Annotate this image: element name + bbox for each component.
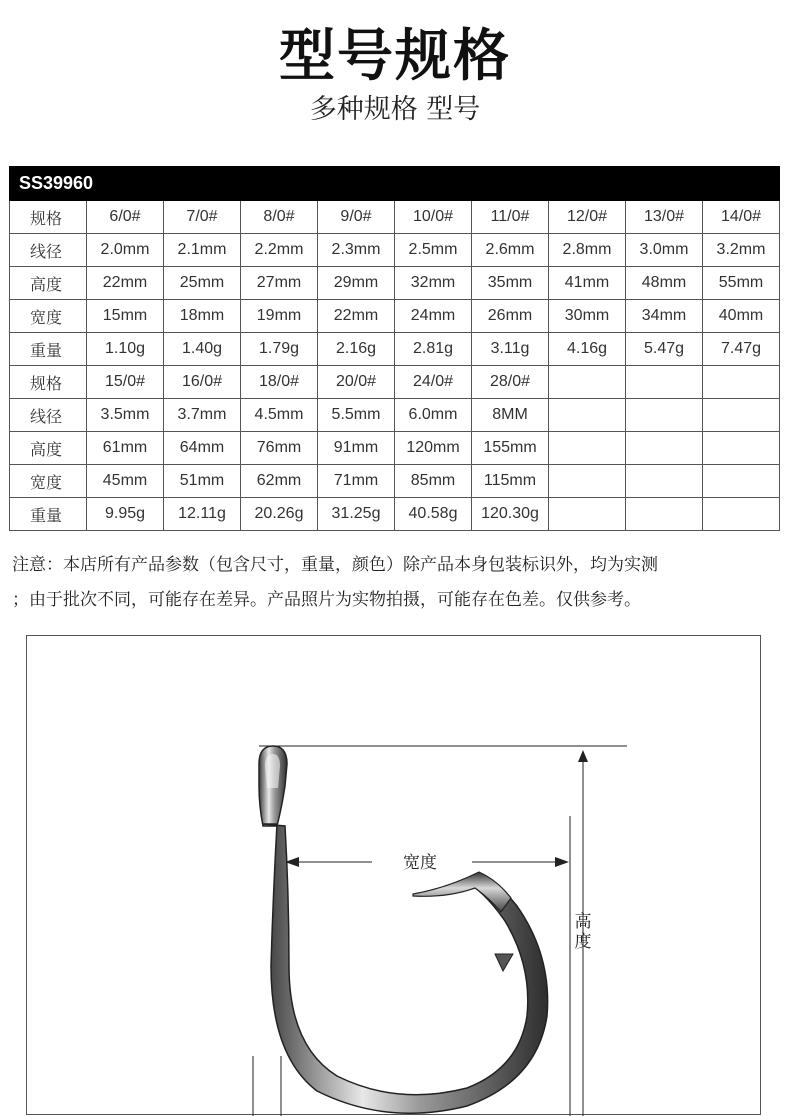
table-header-row: [10, 167, 780, 201]
table-cell: 48mm: [626, 267, 703, 300]
table-cell: 120.30g: [472, 498, 549, 531]
table-row: [10, 267, 780, 300]
table-row: [10, 465, 780, 498]
table-cell: 2.81g: [395, 333, 472, 366]
row-label: 宽度: [10, 465, 87, 498]
height-label: 高度: [574, 912, 592, 952]
table-cell: 31.25g: [318, 498, 395, 531]
table-cell: 2.16g: [318, 333, 395, 366]
table-row: [10, 432, 780, 465]
table-cell: [549, 498, 626, 531]
table-cell: 2.1mm: [164, 234, 241, 267]
page-subtitle: 多种规格 型号: [309, 94, 481, 125]
table-cell: 12/0#: [549, 201, 626, 234]
table-cell: 29mm: [318, 267, 395, 300]
table-cell: 1.10g: [87, 333, 164, 366]
table-cell: 2.6mm: [472, 234, 549, 267]
hook-barb: [495, 954, 513, 971]
row-label: 宽度: [10, 300, 87, 333]
table-cell: 9.95g: [87, 498, 164, 531]
table-cell: [703, 498, 780, 531]
table-row: [10, 201, 780, 234]
table-cell: 3.0mm: [626, 234, 703, 267]
table-cell: [626, 498, 703, 531]
table-cell: 62mm: [241, 465, 318, 498]
table-row: [10, 399, 780, 432]
table-cell: [549, 465, 626, 498]
table-cell: 20/0#: [318, 366, 395, 399]
table-cell: 40mm: [703, 300, 780, 333]
table-cell: 32mm: [395, 267, 472, 300]
table-cell: [549, 399, 626, 432]
table-cell: 3.2mm: [703, 234, 780, 267]
table-cell: 51mm: [164, 465, 241, 498]
table-cell: 18mm: [164, 300, 241, 333]
table-cell: 14/0#: [703, 201, 780, 234]
table-cell: 26mm: [472, 300, 549, 333]
table-cell: 5.5mm: [318, 399, 395, 432]
table-cell: 20.26g: [241, 498, 318, 531]
table-cell: 10/0#: [395, 201, 472, 234]
table-cell: 76mm: [241, 432, 318, 465]
table-cell: 6/0#: [87, 201, 164, 234]
table-cell: 24/0#: [395, 366, 472, 399]
table-cell: 11/0#: [472, 201, 549, 234]
disclaimer-note: [12, 548, 782, 618]
table-cell: 2.0mm: [87, 234, 164, 267]
table-cell: 71mm: [318, 465, 395, 498]
width-arrow-right-icon: [555, 857, 569, 867]
table-cell: [549, 366, 626, 399]
hook-point: [413, 872, 511, 912]
table-cell: 61mm: [87, 432, 164, 465]
table-cell: 12.11g: [164, 498, 241, 531]
table-cell: [703, 432, 780, 465]
table-cell: 2.2mm: [241, 234, 318, 267]
table-cell: 120mm: [395, 432, 472, 465]
table-cell: 4.5mm: [241, 399, 318, 432]
table-cell: [626, 366, 703, 399]
table-cell: 45mm: [87, 465, 164, 498]
table-cell: 55mm: [703, 267, 780, 300]
table-cell: 1.79g: [241, 333, 318, 366]
note-line-2: ；由于批次不同，可能存在差异。产品照片为实物拍摄，可能存在色差。仅供参考。: [12, 590, 641, 610]
hook-illustration: [27, 636, 762, 1116]
table-cell: 9/0#: [318, 201, 395, 234]
table-cell: 27mm: [241, 267, 318, 300]
table-row: [10, 366, 780, 399]
row-label: 规格: [10, 201, 87, 234]
table-cell: 15mm: [87, 300, 164, 333]
table-cell: 2.5mm: [395, 234, 472, 267]
table-cell: 5.47g: [626, 333, 703, 366]
row-label: 高度: [10, 432, 87, 465]
height-arrow-up-icon: [578, 750, 588, 762]
table-cell: 8MM: [472, 399, 549, 432]
table-cell: 115mm: [472, 465, 549, 498]
table-cell: 28/0#: [472, 366, 549, 399]
table-cell: 25mm: [164, 267, 241, 300]
row-label: 规格: [10, 366, 87, 399]
page-title: 型号规格: [279, 24, 511, 89]
table-cell: 18/0#: [241, 366, 318, 399]
table-cell: 35mm: [472, 267, 549, 300]
table-cell: 30mm: [549, 300, 626, 333]
table-cell: 13/0#: [626, 201, 703, 234]
note-line-1: 注意：本店所有产品参数（包含尺寸，重量，颜色）除产品本身包装标识外，均为实测: [12, 555, 658, 575]
table-cell: 8/0#: [241, 201, 318, 234]
table-cell: 3.7mm: [164, 399, 241, 432]
table-row: [10, 333, 780, 366]
spec-table: [9, 166, 780, 531]
table-cell: 34mm: [626, 300, 703, 333]
table-cell: 15/0#: [87, 366, 164, 399]
table-cell: 16/0#: [164, 366, 241, 399]
row-label: 重量: [10, 333, 87, 366]
table-cell: 3.5mm: [87, 399, 164, 432]
width-label: 宽度: [403, 853, 437, 873]
table-cell: 85mm: [395, 465, 472, 498]
table-cell: 1.40g: [164, 333, 241, 366]
row-label: 线径: [10, 234, 87, 267]
table-cell: 155mm: [472, 432, 549, 465]
table-cell: 6.0mm: [395, 399, 472, 432]
table-cell: 22mm: [87, 267, 164, 300]
table-cell: [626, 465, 703, 498]
table-cell: 7.47g: [703, 333, 780, 366]
table-row: [10, 234, 780, 267]
model-number: SS39960: [10, 167, 780, 201]
table-cell: 7/0#: [164, 201, 241, 234]
table-cell: [703, 366, 780, 399]
table-cell: [626, 432, 703, 465]
table-cell: 2.8mm: [549, 234, 626, 267]
table-cell: 64mm: [164, 432, 241, 465]
table-cell: 2.3mm: [318, 234, 395, 267]
table-cell: [703, 399, 780, 432]
table-cell: 4.16g: [549, 333, 626, 366]
row-label: 线径: [10, 399, 87, 432]
table-cell: [626, 399, 703, 432]
table-cell: 24mm: [395, 300, 472, 333]
table-cell: 22mm: [318, 300, 395, 333]
table-cell: [703, 465, 780, 498]
table-cell: [549, 432, 626, 465]
table-row: [10, 498, 780, 531]
table-cell: 40.58g: [395, 498, 472, 531]
row-label: 重量: [10, 498, 87, 531]
table-cell: 19mm: [241, 300, 318, 333]
table-cell: 41mm: [549, 267, 626, 300]
table-row: [10, 300, 780, 333]
hook-diagram: [26, 635, 761, 1115]
table-cell: 91mm: [318, 432, 395, 465]
table-cell: 3.11g: [472, 333, 549, 366]
row-label: 高度: [10, 267, 87, 300]
